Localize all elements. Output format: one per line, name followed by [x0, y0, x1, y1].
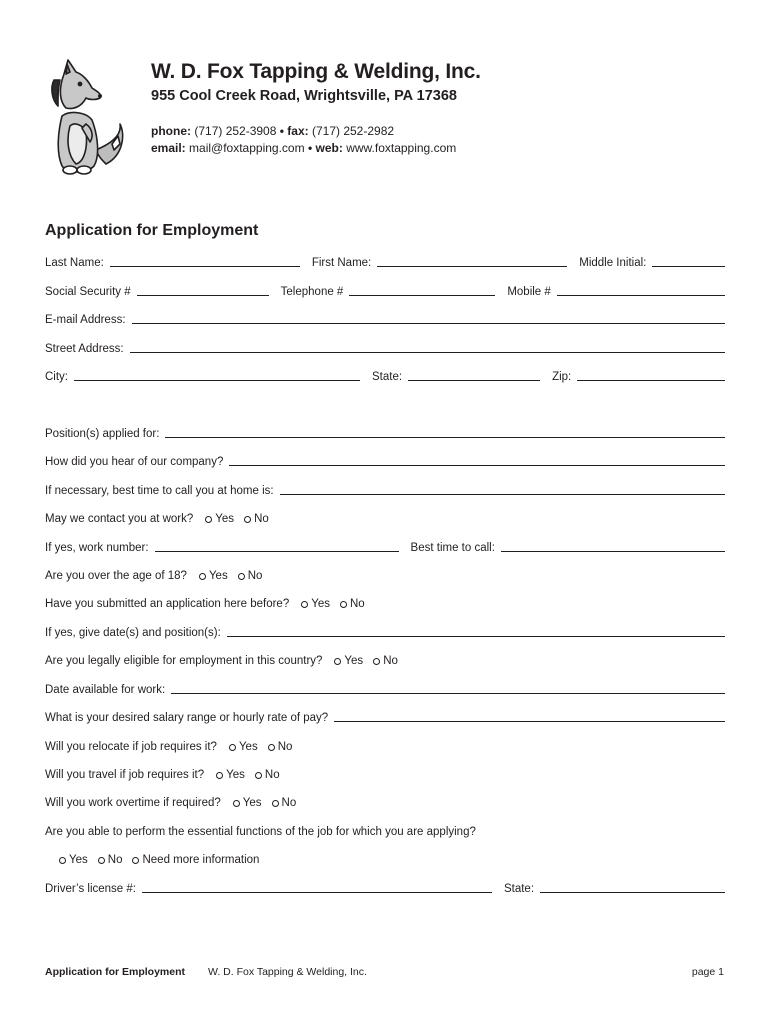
footer-title: Application for Employment: [45, 966, 186, 978]
work-number-label: If yes, work number:: [45, 542, 149, 554]
travel-label: Will you travel if job requires it?: [45, 769, 205, 781]
radio-circle-icon: [59, 857, 66, 864]
first-name-label: First Name:: [311, 257, 372, 269]
radio-circle-icon: [255, 772, 262, 779]
travel-row: [45, 766, 725, 782]
name-row: [45, 254, 725, 270]
no-label: No: [264, 769, 280, 781]
zip-label: Zip:: [552, 371, 572, 383]
company-name: W. D. Fox Tapping & Welding, Inc.: [151, 60, 481, 83]
phone-label: phone:: [151, 124, 191, 138]
yes-label: Yes: [238, 741, 258, 753]
no-label: No: [349, 598, 365, 610]
email-link[interactable]: mail@foxtapping.com: [189, 141, 305, 155]
yes-label: Yes: [208, 570, 228, 582]
no-label: No: [277, 741, 293, 753]
last-name-label: Last Name:: [45, 257, 104, 269]
email-row: [45, 311, 725, 327]
need-more-label: Need more information: [142, 854, 260, 866]
radio-circle-icon: [199, 573, 206, 580]
submitted-before-yes-radio[interactable]: [301, 597, 330, 611]
mobile-label: Mobile #: [507, 286, 551, 298]
radio-circle-icon: [238, 573, 245, 580]
overtime-row: [45, 794, 725, 810]
yes-label: Yes: [344, 655, 364, 667]
yes-label: Yes: [242, 797, 262, 809]
positions-field[interactable]: [165, 437, 725, 438]
form-title: Application for Employment: [45, 222, 259, 239]
hear-label: How did you hear of our company?: [45, 456, 224, 468]
email-address-field[interactable]: [132, 323, 725, 324]
ssn-field[interactable]: [137, 295, 269, 296]
travel-no-radio[interactable]: [255, 768, 280, 782]
last-name-field[interactable]: [110, 266, 300, 267]
state-label: State:: [372, 371, 403, 383]
date-available-label: Date available for work:: [45, 684, 166, 696]
date-available-field[interactable]: [171, 693, 725, 694]
yes-label: Yes: [69, 854, 88, 866]
submitted-before-row: [45, 595, 725, 611]
city-field[interactable]: [74, 380, 360, 381]
city-label: City:: [45, 371, 68, 383]
essential-row: [45, 823, 725, 839]
over-18-yes-radio[interactable]: [199, 569, 228, 583]
relocate-yes-radio[interactable]: [229, 740, 258, 754]
fax-value: (717) 252-2982: [311, 124, 395, 138]
contact-work-yes-radio[interactable]: [205, 512, 234, 526]
email-label: email:: [151, 141, 186, 155]
work-number-field[interactable]: [155, 551, 399, 552]
relocate-no-radio[interactable]: [268, 740, 293, 754]
drivers-license-row: [45, 880, 725, 896]
drivers-license-label: Driver’s license #:: [45, 883, 136, 895]
work-number-row: [45, 539, 725, 555]
separator: •: [279, 124, 284, 138]
eligible-label: Are you legally eligible for employment in this country?: [45, 655, 323, 667]
telephone-label: Telephone #: [280, 286, 344, 298]
essential-need-more-radio[interactable]: [132, 853, 259, 867]
contact-info: [151, 123, 456, 157]
phone-value: (717) 252-3908: [194, 124, 277, 138]
hear-row: [45, 453, 725, 469]
dates-positions-field[interactable]: [227, 636, 725, 637]
radio-circle-icon: [244, 516, 251, 523]
contact-work-label: May we contact you at work?: [45, 513, 194, 525]
phone-row: [45, 283, 725, 299]
dates-positions-label: If yes, give date(s) and position(s):: [45, 627, 221, 639]
radio-circle-icon: [216, 772, 223, 779]
radio-circle-icon: [233, 800, 240, 807]
yes-label: Yes: [311, 598, 330, 610]
hear-field[interactable]: [229, 465, 725, 466]
web-label: web:: [315, 141, 343, 155]
submitted-before-label: Have you submitted an application here before?: [45, 598, 290, 610]
no-label: No: [383, 655, 398, 667]
radio-circle-icon: [334, 658, 341, 665]
overtime-yes-radio[interactable]: [233, 796, 262, 810]
contact-work-row: [45, 510, 725, 526]
best-time-call-field[interactable]: [501, 551, 725, 552]
salary-label: What is your desired salary range or hourly rate of pay?: [45, 712, 329, 724]
street-address-label: Street Address:: [45, 343, 124, 355]
radio-circle-icon: [373, 658, 380, 665]
overtime-label: Will you work overtime if required?: [45, 797, 221, 809]
relocate-row: [45, 738, 725, 754]
yes-label: Yes: [226, 769, 245, 781]
no-label: No: [281, 797, 297, 809]
radio-circle-icon: [340, 601, 347, 608]
radio-circle-icon: [132, 857, 139, 864]
telephone-field[interactable]: [349, 295, 495, 296]
footer-page-number: page 1: [691, 966, 724, 978]
dl-state-label: State:: [503, 883, 535, 895]
street-address-field[interactable]: [130, 352, 725, 353]
radio-circle-icon: [272, 800, 279, 807]
email-address-label: E-mail Address:: [45, 314, 126, 326]
drivers-license-field[interactable]: [142, 892, 492, 893]
essential-label: Are you able to perform the essential functions of the job for which you are applying?: [45, 826, 476, 838]
eligible-no-radio[interactable]: [373, 654, 398, 668]
mobile-field[interactable]: [557, 295, 725, 296]
web-link[interactable]: www.foxtapping.com: [346, 141, 457, 155]
radio-circle-icon: [268, 744, 275, 751]
email-web-line: [151, 140, 456, 157]
travel-yes-radio[interactable]: [216, 768, 245, 782]
radio-circle-icon: [98, 857, 105, 864]
first-name-field[interactable]: [377, 266, 567, 267]
city-row: [45, 368, 725, 384]
best-time-home-field[interactable]: [280, 494, 725, 495]
dl-state-field[interactable]: [540, 892, 725, 893]
ssn-label: Social Security #: [45, 286, 131, 298]
phone-fax-line: [151, 123, 456, 140]
no-label: No: [247, 570, 263, 582]
essential-options-row: [47, 851, 727, 867]
date-available-row: [45, 681, 725, 697]
eligible-yes-radio[interactable]: [334, 654, 363, 668]
fax-label: fax:: [287, 124, 309, 138]
essential-no-radio[interactable]: [98, 853, 123, 867]
separator: •: [307, 141, 313, 155]
positions-label: Position(s) applied for:: [45, 428, 160, 440]
submitted-before-no-radio[interactable]: [340, 597, 365, 611]
middle-initial-field[interactable]: [652, 266, 725, 267]
no-label: No: [254, 513, 269, 525]
dates-positions-row: [45, 624, 725, 640]
salary-field[interactable]: [334, 721, 725, 722]
fox-mascot-icon: [48, 52, 128, 180]
middle-initial-label: Middle Initial:: [579, 257, 647, 269]
zip-field[interactable]: [577, 380, 725, 381]
over-18-row: [45, 567, 725, 583]
over-18-label: Are you over the age of 18?: [45, 570, 187, 582]
positions-row: [45, 425, 725, 441]
relocate-label: Will you relocate if job requires it?: [45, 741, 217, 753]
company-address: 955 Cool Creek Road, Wrightsville, PA 17368: [151, 88, 457, 104]
best-time-home-label: If necessary, best time to call you at home is:: [45, 485, 274, 497]
radio-circle-icon: [205, 516, 212, 523]
eligible-row: [45, 652, 725, 668]
best-time-call-label: Best time to call:: [410, 542, 495, 554]
radio-circle-icon: [301, 601, 308, 608]
over-18-no-radio[interactable]: [238, 569, 263, 583]
footer-company: W. D. Fox Tapping & Welding, Inc.: [208, 966, 367, 978]
yes-label: Yes: [215, 513, 235, 525]
street-row: [45, 340, 725, 356]
best-time-home-row: [45, 482, 725, 498]
radio-circle-icon: [229, 744, 236, 751]
overtime-no-radio[interactable]: [272, 796, 297, 810]
contact-work-no-radio[interactable]: [244, 512, 269, 526]
no-label: No: [107, 854, 123, 866]
salary-row: [45, 709, 725, 725]
state-field[interactable]: [408, 380, 540, 381]
essential-yes-radio[interactable]: [59, 853, 88, 867]
